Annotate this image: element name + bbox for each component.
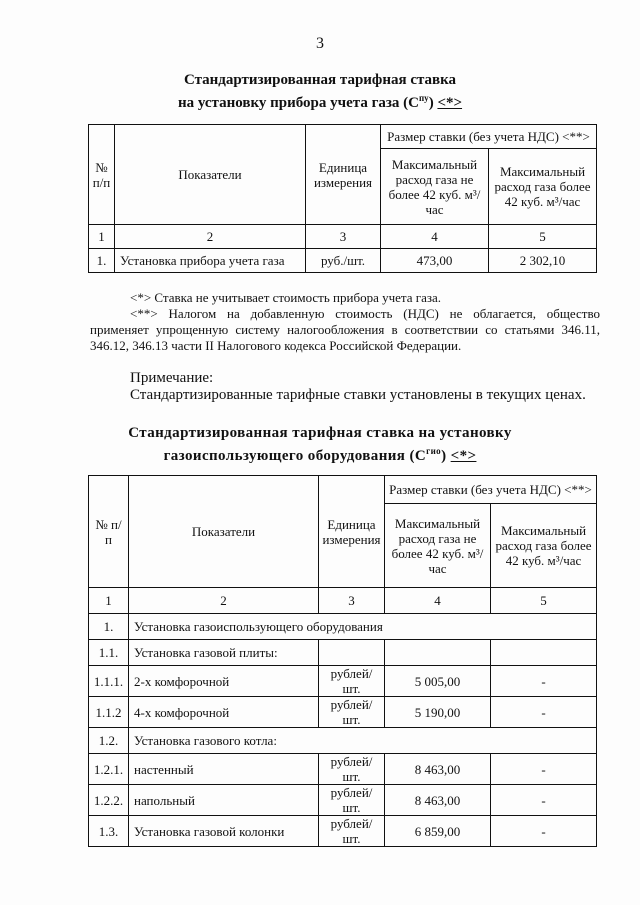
row-name: 4-х комфорочной — [129, 697, 319, 728]
t2-header-col5: Максимальный расход газа более 42 куб. м³/час — [491, 504, 597, 588]
row-name: 2-х комфорочной — [129, 666, 319, 697]
t1-header-number: № п/п — [89, 125, 115, 225]
t2-header-unit: Единица измерения — [319, 476, 385, 588]
row-name: Установка газовой плиты: — [129, 640, 319, 666]
row-value-le42: 5 190,00 — [385, 697, 491, 728]
table1-title-suffix: ) — [428, 95, 434, 111]
t1-colnum: 5 — [489, 225, 597, 249]
row-value-gt42: - — [491, 754, 597, 785]
footnote-1: <*> Ставка не учитывает стоимость прибора учета газа. — [130, 290, 442, 305]
row-value-le42: 8 463,00 — [385, 754, 491, 785]
t1-header-rate-group: Размер ставки (без учета НДС) <**> — [381, 125, 597, 149]
row-value-gt42: - — [491, 666, 597, 697]
table2-title-suffix: ) — [441, 448, 447, 464]
t1-header-col4: Максимальный расход газа не более 42 куб. м³/час — [381, 149, 489, 225]
table-row — [89, 614, 597, 640]
row-value-empty — [491, 640, 597, 666]
t2-colnum: 3 — [319, 588, 385, 614]
t2-header-number: № п/п — [89, 476, 129, 588]
row-unit: рублей/шт. — [319, 697, 385, 728]
row-name: Установка газового котла: — [129, 728, 597, 754]
t2-header-indicator: Показатели — [129, 476, 319, 588]
table1 — [88, 124, 597, 273]
table2-title — [0, 424, 640, 465]
table-row — [89, 728, 597, 754]
row-unit: руб./шт. — [306, 249, 381, 273]
table-row — [89, 697, 597, 728]
row-unit: рублей/шт. — [319, 816, 385, 847]
t2-header-col4: Максимальный расход газа не более 42 куб. м³/час — [385, 504, 491, 588]
row-name: Установка прибора учета газа — [115, 249, 306, 273]
row-unit: рублей/шт. — [319, 666, 385, 697]
table1-title-line2: на установку прибора учета газа (С — [177, 95, 419, 111]
footnote-2: <**> Налогом на добавленную стоимость (НДС) не облагается, общество применяет упрощенную систему налогообложения в соответствии со статьями 346.11, 346.12, 346.13 части II Налогового кодекса Российской Федерации. — [90, 306, 600, 353]
t2-colnum: 1 — [89, 588, 129, 614]
table2-title-line2: газоиспользующего оборудования (С — [163, 448, 427, 464]
table1-title-sup: пу — [419, 93, 429, 103]
row-number: 1.3. — [89, 816, 129, 847]
row-name: настенный — [129, 754, 319, 785]
row-number: 1. — [89, 249, 115, 273]
t2-colnum: 2 — [129, 588, 319, 614]
remark-text: Стандартизированные тарифные ставки установлены в текущих ценах. — [130, 387, 586, 403]
row-number: 1.1.2 — [89, 697, 129, 728]
row-value-gt42: - — [491, 785, 597, 816]
table2-title-line1: Стандартизированная тарифная ставка на установку — [128, 425, 512, 441]
row-value-le42: 5 005,00 — [385, 666, 491, 697]
t1-header-indicator: Показатели — [115, 125, 306, 225]
remark-title: Примечание: — [130, 370, 214, 386]
row-name: Установка газоиспользующего оборудования — [129, 614, 597, 640]
row-number: 1.1.1. — [89, 666, 129, 697]
table-row — [89, 640, 597, 666]
t1-colnum: 4 — [381, 225, 489, 249]
table-row — [89, 754, 597, 785]
table2-title-sup: гио — [426, 446, 442, 456]
t1-header-col5: Максимальный расход газа более 42 куб. м³/час — [489, 149, 597, 225]
row-number: 1. — [89, 614, 129, 640]
table2-title-ref: <*> — [450, 448, 477, 464]
table1-title-ref: <*> — [437, 95, 463, 111]
row-value-gt42: 2 302,10 — [489, 249, 597, 273]
row-value-le42: 8 463,00 — [385, 785, 491, 816]
row-value-le42: 6 859,00 — [385, 816, 491, 847]
row-number: 1.2. — [89, 728, 129, 754]
table-row — [89, 666, 597, 697]
row-value-gt42: - — [491, 697, 597, 728]
row-value-empty — [385, 640, 491, 666]
table1-title — [0, 71, 640, 112]
row-unit: рублей/шт. — [319, 754, 385, 785]
t2-header-rate-group: Размер ставки (без учета НДС) <**> — [385, 476, 597, 504]
row-number: 1.2.1. — [89, 754, 129, 785]
table-row — [89, 816, 597, 847]
table1-title-line1: Стандартизированная тарифная ставка — [183, 72, 457, 88]
row-value-le42: 473,00 — [381, 249, 489, 273]
table-row — [89, 249, 597, 273]
t1-colnum: 2 — [115, 225, 306, 249]
row-unit: рублей/шт. — [319, 785, 385, 816]
row-value-gt42: - — [491, 816, 597, 847]
row-number: 1.1. — [89, 640, 129, 666]
table-row — [89, 785, 597, 816]
page-number: 3 — [316, 35, 324, 52]
t2-colnum: 5 — [491, 588, 597, 614]
t1-header-unit: Единица измерения — [306, 125, 381, 225]
row-unit-empty — [319, 640, 385, 666]
row-name: напольный — [129, 785, 319, 816]
t1-colnum: 3 — [306, 225, 381, 249]
t1-colnum: 1 — [89, 225, 115, 249]
row-number: 1.2.2. — [89, 785, 129, 816]
t2-colnum: 4 — [385, 588, 491, 614]
row-name: Установка газовой колонки — [129, 816, 319, 847]
table2 — [88, 475, 597, 847]
